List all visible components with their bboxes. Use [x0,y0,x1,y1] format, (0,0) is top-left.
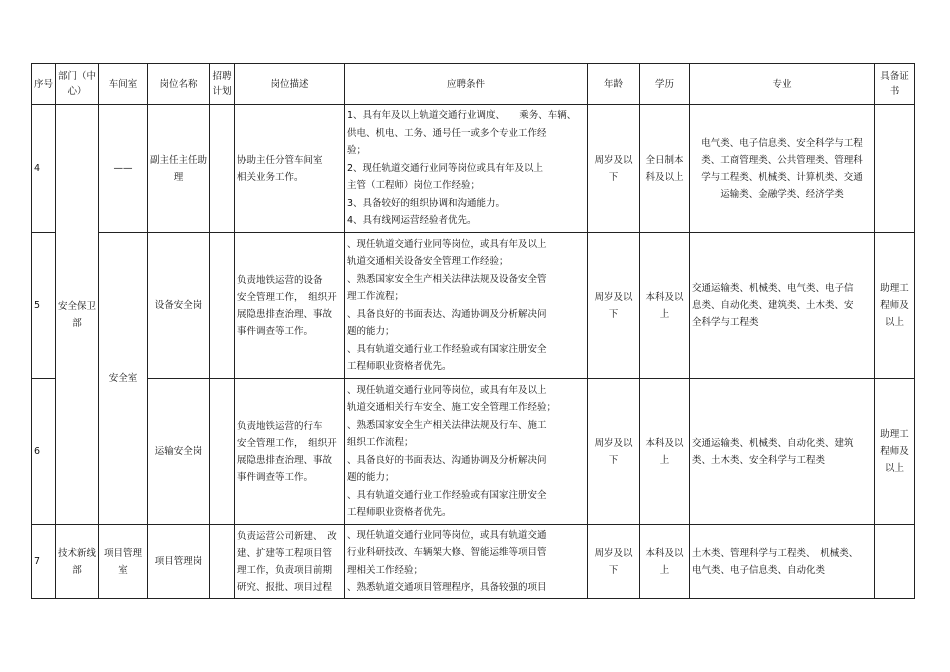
row-major: 交通运输类、机械类、电气类、电子信 息类、自动化类、建筑类、土木类、安 全科学与工程类 [690,233,875,379]
row-seq: 6 [32,379,56,525]
row-requirements: 、现任轨道交通行业同等岗位，或具有年及以上 轨道交通相关行车安全、施工安全管理工作经验； 、熟悉国家安全生产相关法律法规及行车、施工 组织工作流程； 、具备良好的书面表达、沟通协调及分析解决问 题的能力； 、具有轨道交通行业工作经验或有国家注册安全 工程师职业资格者优先。 [345,379,588,525]
row-seq: 7 [32,525,56,599]
row-cert: 助理工程师及以上 [875,233,915,379]
row-age: 周岁及以下 [588,105,640,233]
row-seq: 5 [32,233,56,379]
row-requirements: 、现任轨道交通行业同等岗位，或具有年及以上 轨道交通相关设备安全管理工作经验； 、熟悉国家安全生产相关法律法规及设备安全管 理工作流程； 、具备良好的书面表达、沟通协调及分析解决问 题的能力； 、具有轨道交通行业工作经验或有国家注册安全 工程师职业资格者优先。 [345,233,588,379]
row-cert [875,105,915,233]
row-desc: 协助主任分管车间室 相关业务工作。 [235,105,345,233]
recruitment-table [31,63,915,599]
row-desc: 负责运营公司新建、 改 建、扩建等工程项目管 理工作，负责项目前期 研究、报批、项目过程 [235,525,345,599]
row-workshop: —— [99,105,148,233]
row-dept: 安全保卫部 [56,105,99,525]
row-desc: 负责地铁运营的行车 安全管理工作， 组织开 展隐患排查治理、事故 事件调查等工作。 [235,379,345,525]
row-education: 本科及以上 [640,379,690,525]
table-row [32,525,915,599]
table-row [32,105,915,233]
row-workshop: 项目管理室 [99,525,148,599]
row-plan [210,233,235,379]
table-header-row [32,64,915,105]
header-dept: 部门（中心） [56,64,99,105]
row-education: 本科及以上 [640,233,690,379]
row-position: 运输安全岗 [148,379,210,525]
row-major: 电气类、电子信息类、安全科学与工程 类、工商管理类、公共管理类、管理科 学与工程类、机械类、计算机类、交通 运输类、金融学类、经济学类 [690,105,875,233]
row-plan [210,105,235,233]
header-edu: 学历 [640,64,690,105]
header-position: 岗位名称 [148,64,210,105]
header-major: 专业 [690,64,875,105]
row-major: 交通运输类、机械类、自动化类、建筑 类、土木类、安全科学与工程类 [690,379,875,525]
row-plan [210,379,235,525]
row-education: 本科及以上 [640,525,690,599]
row-seq: 4 [32,105,56,233]
row-age: 周岁及以下 [588,379,640,525]
row-position: 设备安全岗 [148,233,210,379]
row-cert: 助理工程师及以上 [875,379,915,525]
row-education: 全日制本科及以上 [640,105,690,233]
header-age: 年龄 [588,64,640,105]
row-requirements: 1、具有年及以上轨道交通行业调度、 乘务、车辆、 供电、机电、工务、通号任一或多个专业工作经 验； 2、现任轨道交通行业同等岗位或具有年及以上 主管（工程师）岗位工作经验； 3、具备较好的组织协调和沟通能力。 4、具有线网运营经验者优先。 [345,105,588,233]
row-workshop: 安全室 [99,233,148,525]
row-cert [875,525,915,599]
row-position: 项目管理岗 [148,525,210,599]
row-dept: 技术新线部 [56,525,99,599]
header-cert: 具备证书 [875,64,915,105]
header-desc: 岗位描述 [235,64,345,105]
row-requirements: 、现任轨道交通行业同等岗位，或具有轨道交通 行业科研技改、车辆架大修、智能运维等项目管 理相关工作经验； 、熟悉轨道交通项目管理程序，具备较强的项目 [345,525,588,599]
row-position: 副主任主任助理 [148,105,210,233]
row-major: 土木类、管理科学与工程类、 机械类、 电气类、电子信息类、自动化类 [690,525,875,599]
header-req: 应聘条件 [345,64,588,105]
header-seq: 序号 [32,64,56,105]
table-row [32,233,915,379]
table-row [32,379,915,525]
header-workshop: 车间室 [99,64,148,105]
header-plan: 招聘计划 [210,64,235,105]
row-age: 周岁及以下 [588,233,640,379]
row-plan [210,525,235,599]
row-desc: 负责地铁运营的设备 安全管理工作， 组织开 展隐患排查治理、事故 事件调查等工作。 [235,233,345,379]
row-age: 周岁及以下 [588,525,640,599]
